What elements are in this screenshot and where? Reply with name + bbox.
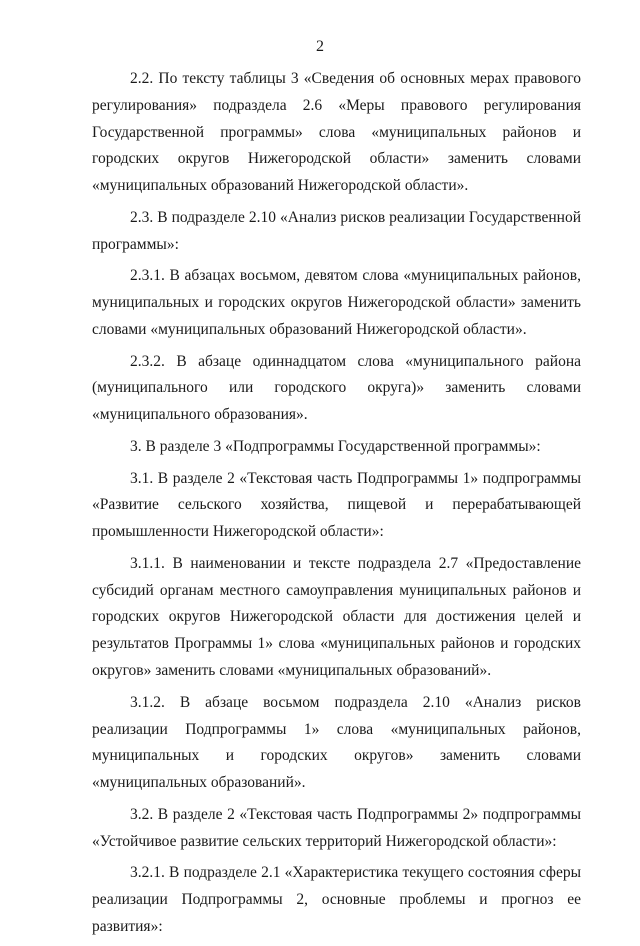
paragraph-3-2-1: 3.2.1. В подразделе 2.1 «Характеристика текущего состояния сферы реализации Подпрограммы 2, основные проблемы и прогноз ее развития»: [92,864,581,935]
document-body [92,66,581,946]
page-number: 2 [316,38,324,55]
paragraph-2-2: 2.2. По тексту таблицы 3 «Сведения об основных мерах правового регулирования» подраздела 2.6 «Меры правового регулирования Государственной программы» слова «муниципальных районов и городских округов Нижегородской области» заменить словами «муниципальных образований Нижегородской области». [92,70,581,195]
paragraph-3-1-1: 3.1.1. В наименовании и тексте подраздела 2.7 «Предоставление субсидий органам местного самоуправления муниципальных районов и городских округов Нижегородской области для достижения целей и результатов Программы 1» слова «муниципальных районов и городских округов» заменить словами «муниципальных образований». [92,554,581,680]
paragraph-3: 3. В разделе 3 «Подпрограммы Государственной программы»: [130,437,541,455]
paragraph-2-3-2: 2.3.2. В абзаце одиннадцатом слова «муниципального района (муниципального или городского округа)» заменить словами «муниципального образования». [92,352,581,424]
paragraph-3-2: 3.2. В разделе 2 «Текстовая часть Подпрограммы 2» подпрограммы «Устойчивое развитие сельских территорий Нижегородской области»: [92,805,581,850]
paragraph-2-3: 2.3. В подразделе 2.10 «Анализ рисков реализации Государственной программы»: [92,208,581,253]
paragraph-2-3-1: 2.3.1. В абзацах восьмом, девятом слова «муниципальных районов, муниципальных и городских округов Нижегородской области» заменить словами «муниципальных образований Нижегородской области». [92,267,581,338]
paragraph-3-1: 3.1. В разделе 2 «Текстовая часть Подпрограммы 1» подпрограммы «Развитие сельского хозяйства, пищевой и перерабатывающей промышленности Нижегородской области»: [92,469,581,541]
paragraph-3-1-2: 3.1.2. В абзаце восьмом подраздела 2.10 «Анализ рисков реализации Подпрограммы 1» слова «муниципальных районов, муниципальных и городских округов» заменить словами «муниципальных образований». [92,693,581,792]
